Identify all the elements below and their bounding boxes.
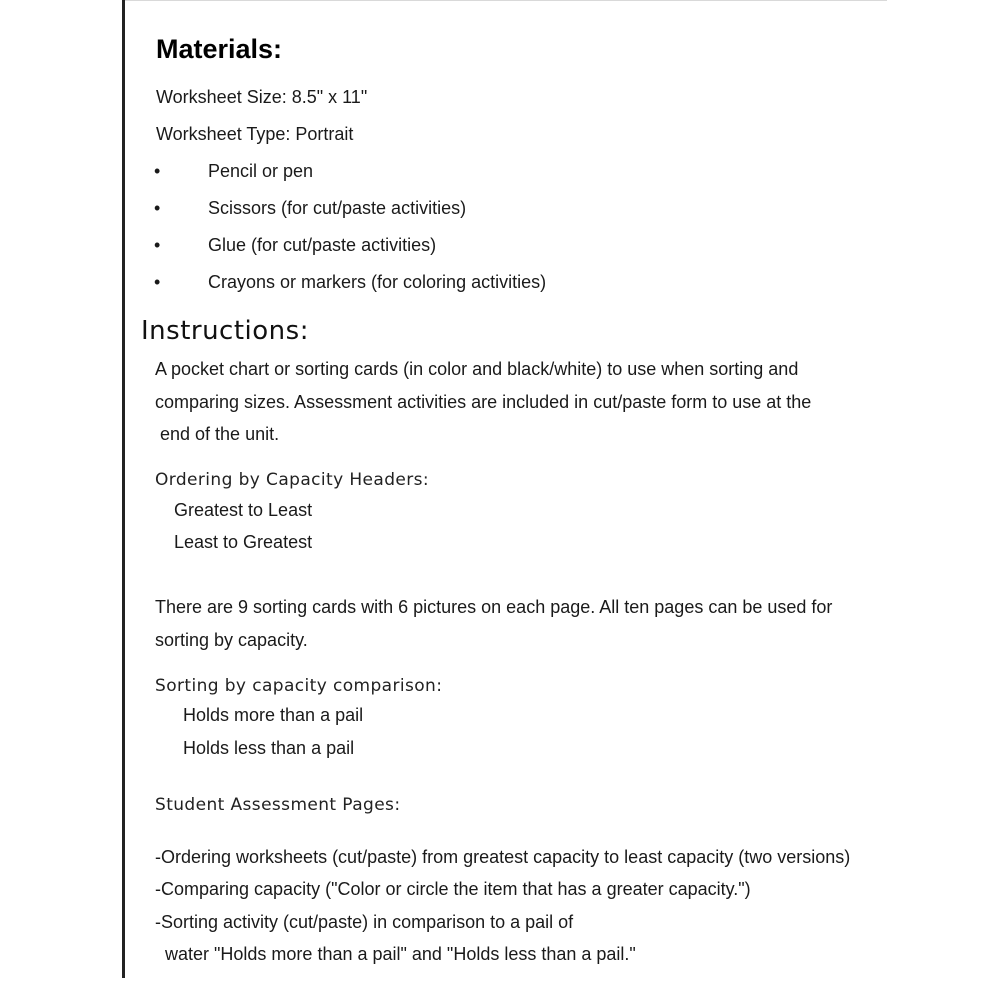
intro-line: A pocket chart or sorting cards (in color and black/white) to use when sorting and bbox=[155, 359, 799, 379]
sorting-item: Holds more than a pail bbox=[183, 705, 364, 725]
materials-item: Crayons or markers (for coloring activities) bbox=[208, 272, 547, 292]
ordering-item: Least to Greatest bbox=[174, 532, 313, 552]
top-border-line bbox=[125, 0, 887, 1]
worksheet-type: Worksheet Type: Portrait bbox=[156, 124, 354, 144]
instructions-heading: Instructions: bbox=[141, 316, 309, 346]
assessment-line: -Sorting activity (cut/paste) in comparison to a pail of bbox=[155, 912, 574, 932]
ordering-headers-title: Ordering by Capacity Headers: bbox=[155, 470, 430, 490]
left-border-line bbox=[122, 0, 125, 978]
worksheet-size: Worksheet Size: 8.5" x 11" bbox=[156, 87, 368, 107]
sorting-item: Holds less than a pail bbox=[183, 738, 355, 758]
intro-line: end of the unit. bbox=[160, 424, 280, 444]
ordering-item: Greatest to Least bbox=[174, 500, 313, 520]
materials-item: Scissors (for cut/paste activities) bbox=[208, 198, 467, 218]
assessment-line: -Comparing capacity ("Color or circle the item that has a greater capacity.") bbox=[155, 879, 751, 899]
assessment-pages-title: Student Assessment Pages: bbox=[155, 795, 401, 815]
assessment-line: -Ordering worksheets (cut/paste) from greatest capacity to least capacity (two versions) bbox=[155, 847, 851, 867]
sorting-comparison-title: Sorting by capacity comparison: bbox=[155, 676, 443, 696]
bullet-icon: • bbox=[154, 272, 161, 292]
materials-item: Pencil or pen bbox=[208, 161, 314, 181]
bullet-icon: • bbox=[154, 235, 161, 255]
assessment-line: water "Holds more than a pail" and "Holds less than a pail." bbox=[165, 944, 636, 964]
intro-line: comparing sizes. Assessment activities are included in cut/paste form to use at the bbox=[155, 392, 812, 412]
materials-item: Glue (for cut/paste activities) bbox=[208, 235, 437, 255]
bullet-icon: • bbox=[154, 198, 161, 218]
sorting-cards-line: There are 9 sorting cards with 6 pictures on each page. All ten pages can be used for bbox=[155, 597, 833, 617]
bullet-icon: • bbox=[154, 161, 161, 181]
materials-heading: Materials: bbox=[156, 34, 283, 64]
sorting-cards-line: sorting by capacity. bbox=[155, 630, 308, 650]
